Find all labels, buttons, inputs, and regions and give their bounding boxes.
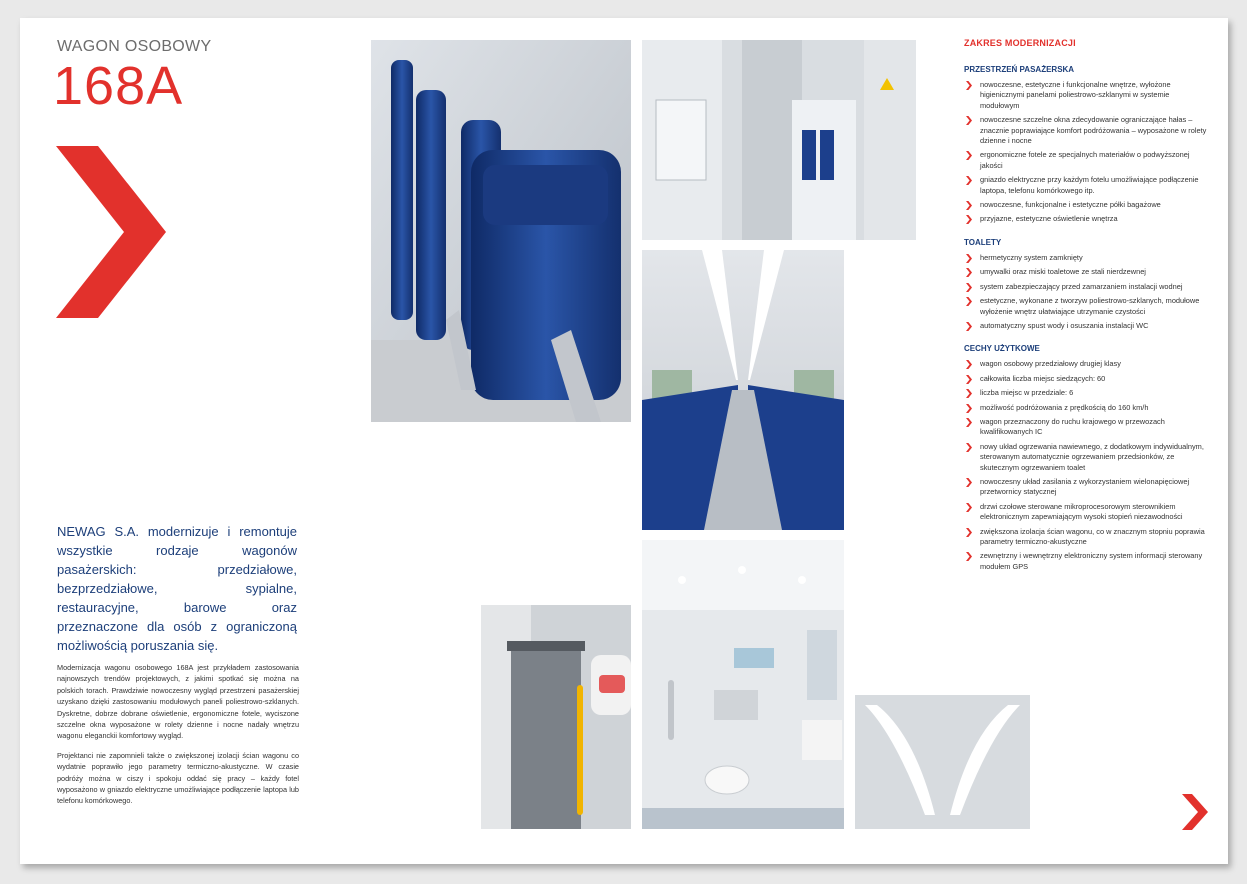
list-item-text: zwiększona izolacja ścian wagonu, co w znacznym stopniu poprawia parametry termiczno-akustyczne [980, 526, 1205, 546]
chevron-bullet-icon [966, 176, 972, 185]
scope-section-heading: PRZESTRZEŃ PASAŻERSKA [964, 65, 1075, 74]
chevron-bullet-icon [966, 528, 972, 537]
list-item-text: estetyczne, wykonane z tworzyw poliestrowo-szklanych, modułowe wyłożenie wnętrz ułatwiające utrzymanie czystości [980, 296, 1200, 316]
list-item-text: całkowita liczba miejsc siedzących: 60 [980, 373, 1106, 383]
list-item-text: możliwość podróżowania z prędkością do 160 km/h [980, 402, 1149, 412]
chevron-bullet-icon [966, 283, 972, 292]
scope-section-heading: TOALETY [964, 237, 1002, 247]
scope-list [964, 80, 1208, 225]
list-item-text: nowoczesne szczelne okna zdecydowanie ograniczające hałas – znacznie poprawiające komfort podróżowania – wyposażone w rolety dzienne i nocne [980, 115, 1207, 146]
list-item [964, 214, 1208, 224]
scope-title: ZAKRES MODERNIZACJI [964, 38, 1076, 48]
list-item-text: system zabezpieczający przed zamarzaniem instalacji wodnej [980, 281, 1183, 291]
list-item [964, 200, 1208, 210]
chevron-bullet-icon [966, 215, 972, 224]
chevron-bullet-icon [966, 360, 972, 369]
list-item-text: wagon przeznaczony do ruchu krajowego w przewozach kwalifikowanych IC [980, 416, 1165, 437]
chevron-bullet-icon [966, 552, 972, 561]
chevron-bullet-icon [966, 81, 972, 90]
list-item [964, 296, 1208, 317]
list-item [964, 527, 1208, 548]
list-item-text: drzwi czołowe sterowane mikroprocesorowym sterownikiem elektronicznym zapewniającym wysoki stopień niezawodności [980, 501, 1183, 522]
list-item [964, 374, 1208, 384]
list-item [964, 477, 1208, 498]
chevron-bullet-icon [966, 418, 972, 427]
scope-section-heading: CECHY UŻYTKOWE [964, 344, 1040, 354]
modernization-scope [964, 38, 1208, 585]
page-title: 168A [53, 56, 184, 116]
list-item-text: gniazdo elektryczne przy każdym fotelu umożliwiające podłączenie laptopa, telefonu komórkowego itp. [980, 175, 1199, 195]
list-item [964, 267, 1208, 277]
chevron-bullet-icon [966, 151, 972, 160]
scope-list [964, 253, 1208, 331]
list-item [964, 502, 1208, 523]
next-page-icon[interactable] [1182, 794, 1208, 830]
list-item [964, 388, 1208, 398]
chevron-bullet-icon [966, 503, 972, 512]
chevron-bullet-icon [966, 254, 972, 263]
list-item [964, 115, 1208, 146]
page-kicker: WAGON OSOBOWY [57, 38, 212, 55]
chevron-bullet-icon [966, 404, 972, 413]
chevron-bullet-icon [966, 116, 972, 125]
list-item [964, 403, 1208, 413]
list-item [964, 442, 1208, 473]
list-item-text: przyjazne, estetyczne oświetlenie wnętrza [980, 214, 1118, 224]
list-item [964, 551, 1208, 572]
body-text [57, 662, 299, 815]
list-item-text: nowy układ ogrzewania nawiewnego, z dodatkowym indywidualnym, sterowanym automatycznie ogrzewaniem przedsionków, ze skutecznym ogrzewaniem toalet [980, 441, 1204, 472]
list-item-text: nowoczesne, estetyczne i funkcjonalne wnętrze, wyłożone higienicznymi panelami poliestrowo-szklanymi w systemie modułowym [980, 80, 1171, 110]
photo-corridor [642, 250, 844, 530]
list-item [964, 175, 1208, 196]
list-item-text: liczba miejsc w przedziale: 6 [980, 388, 1074, 398]
list-item-text: umywalki oraz miski toaletowe ze stali nierdzewnej [980, 267, 1146, 277]
list-item-text: ergonomiczne fotele ze specjalnych materiałów o podwyższonej jakości [980, 150, 1190, 170]
list-item [964, 359, 1208, 369]
body-paragraph: Projektanci nie zapomnieli także o zwiększonej izolacji ścian wagonu co wydatnie poprawiło jego parametry termiczno-akustyczne. W czasie podróży można w ciszy i spokoju oddać się pracy – każdy fotel wyposażono w gniazdo elektryczne umożliwiające podłączenie laptopa lub telefonu komórkowego. [57, 750, 299, 806]
list-item-text: nowoczesny układ zasilania z wykorzystaniem wielonapięciowej przetwornicy statycznej [980, 476, 1190, 497]
list-item-text: nowoczesne, funkcjonalne i estetyczne półki bagażowe [980, 200, 1161, 210]
list-item-text: zewnętrzny i wewnętrzny elektroniczny system informacji sterowany modułem GPS [980, 551, 1203, 571]
photo-vestibule [642, 40, 916, 240]
list-item-text: wagon osobowy przedziałowy drugiej klasy [980, 359, 1121, 369]
chevron-bullet-icon [966, 297, 972, 306]
brochure-page [20, 18, 1228, 864]
list-item [964, 282, 1208, 292]
scope-list [964, 359, 1208, 572]
list-item [964, 321, 1208, 331]
chevron-bullet-icon [966, 478, 972, 487]
chevron-bullet-icon [966, 322, 972, 331]
body-paragraph: Modernizacja wagonu osobowego 168A jest przykładem zastosowania najnowszych trendów projektowych, z jakimi spotkać się można na polskich torach. Prawdziwie nowoczesny wygląd przestrzeni pasażerskiej uzyskano dzięki zastosowaniu modułowych paneli poliestrowo-szklanych. Dyskretne, dobrze dobrane oświetlenie, ergonomiczne fotele, wyciszone szczelne okna wyposażone w rolety dzienne i nocne nadały wnętrzu wagonu eleganckii komfortowy wygląd. [57, 663, 299, 741]
list-item [964, 253, 1208, 263]
lead-paragraph: NEWAG S.A. modernizuje i remontuje wszystkie rodzaje wagonów pasażerskich: przedziałowe, bezprzedziałowe, sypialne, restauracyjne, barowe oraz przeznaczone dla osób z ograniczoną możliwością poruszania się. [57, 524, 297, 653]
list-item [964, 417, 1208, 438]
chevron-bullet-icon [966, 268, 972, 277]
photo-seats-closeup [371, 40, 631, 422]
photo-toilet [642, 540, 844, 829]
list-item [964, 80, 1208, 111]
photo-ceiling-lights [855, 695, 1030, 829]
list-item-text: automatyczny spust wody i osuszania instalacji WC [980, 320, 1149, 330]
photo-accessible-door [481, 605, 631, 829]
chevron-right-icon [56, 146, 166, 318]
chevron-bullet-icon [966, 201, 972, 210]
list-item [964, 150, 1208, 171]
list-item-text: hermetyczny system zamknięty [980, 252, 1083, 262]
chevron-bullet-icon [966, 375, 972, 384]
chevron-bullet-icon [966, 443, 972, 452]
chevron-bullet-icon [966, 389, 972, 398]
